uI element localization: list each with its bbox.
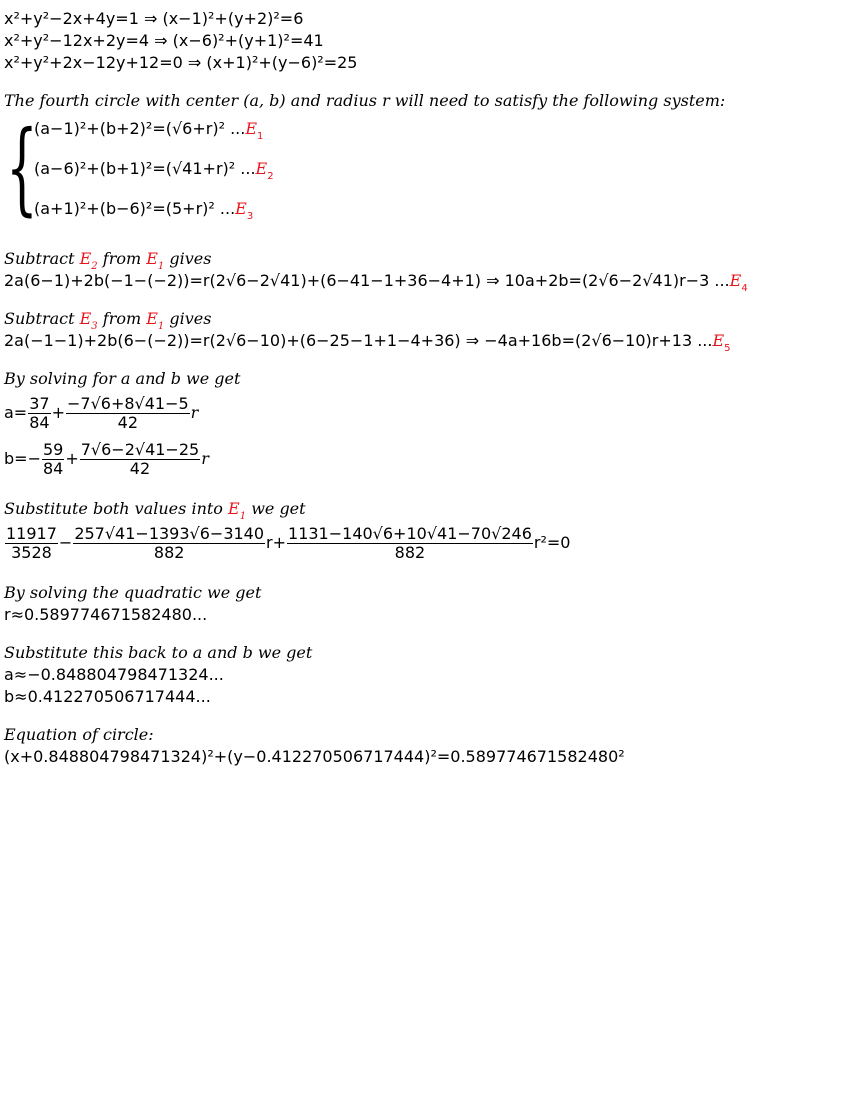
b-prefix: b=− — [4, 449, 41, 468]
system-equation: (a−6)²+(b+1)²=(√41+r)² — [34, 159, 236, 178]
denominator: 882 — [394, 543, 426, 562]
intro-text: The fourth circle with center (a, b) and radius r will need to satisfy the following system: — [4, 91, 726, 110]
operator: − — [58, 533, 73, 552]
document — [4, 8, 860, 768]
conversion-line-2 — [4, 30, 860, 52]
equation-label: E — [79, 249, 92, 268]
implies-arrow: ⇒ — [143, 9, 158, 28]
equation-label: E — [79, 309, 92, 328]
fraction — [66, 395, 190, 432]
equation-index: 3 — [246, 211, 254, 222]
implies-arrow: ⇒ — [154, 31, 168, 50]
a-expression — [4, 390, 860, 436]
fraction — [73, 525, 265, 562]
system-row-2 — [34, 158, 274, 180]
step-text: gives — [169, 309, 212, 328]
step-text: gives — [169, 249, 212, 268]
equation: 2a(6−1)+2b(−1−(−2))=r(2√6−2√41)+(6−41−1+36−4+1) ⇒ 10a+2b=(2√6−2√41)r−3 ... — [4, 271, 730, 290]
step1-equation — [4, 270, 860, 292]
dots: ... — [240, 159, 256, 178]
substitute-heading — [4, 498, 860, 520]
conversion-line-3 — [4, 52, 860, 74]
equation-index: 5 — [724, 343, 731, 354]
quadratic-equation — [4, 520, 860, 566]
step2-heading — [4, 308, 860, 330]
equation-index: 1 — [157, 261, 165, 272]
result: (x−6)²+(y+1)²=41 — [172, 31, 324, 50]
equation-label: E — [255, 159, 268, 178]
equation-index: 1 — [157, 321, 165, 332]
equation-index: 4 — [741, 283, 748, 294]
step-text: from — [102, 249, 142, 268]
step-text: we get — [251, 499, 306, 518]
variable: r — [201, 449, 209, 468]
fraction — [5, 525, 58, 562]
final-equation: (x+0.848804798471324)²+(y−0.412270506717444)²=0.589774671582480² — [4, 747, 625, 766]
equation: x²+y²−12x+2y=4 — [4, 31, 150, 50]
equation-label: E — [146, 309, 158, 328]
numerator: 7√6−2√41−25 — [80, 440, 200, 459]
equation: x²+y²+2x−12y+12=0 — [4, 53, 183, 72]
step1-heading — [4, 248, 860, 270]
quadratic-heading: By solving the quadratic we get — [4, 583, 262, 602]
denominator: 84 — [29, 413, 50, 432]
system-row-3 — [34, 198, 253, 220]
operator: r+ — [266, 533, 287, 552]
denominator: 42 — [117, 413, 138, 432]
equation-label: E — [245, 119, 258, 138]
operator: + — [51, 403, 65, 422]
equation-label: E — [146, 249, 158, 268]
numerator: 257√41−1393√6−3140 — [74, 524, 265, 543]
equation-index: 2 — [91, 261, 98, 272]
equation: 2a(−1−1)+2b(6−(−2))=r(2√6−10)+(6−25−1+1−4+36) ⇒ −4a+16b=(2√6−10)r+13 ... — [4, 331, 713, 350]
equation-tail: r²=0 — [533, 533, 571, 552]
equation-system — [4, 109, 860, 232]
fraction — [42, 441, 64, 478]
step-text: Subtract — [4, 309, 75, 328]
equation-label: E — [729, 271, 742, 290]
equation-label: E — [235, 199, 247, 218]
step-text: from — [102, 309, 142, 328]
equation-label: E — [228, 499, 240, 518]
equation-label: E — [712, 331, 725, 350]
left-brace-icon: { — [6, 109, 38, 226]
back-substitute-heading: Substitute this back to a and b we get — [4, 643, 313, 662]
denominator: 882 — [153, 543, 185, 562]
numerator: 11917 — [6, 524, 57, 543]
a-result: a≈−0.848804798471324... — [4, 665, 224, 684]
conversion-line-1 — [4, 8, 860, 30]
b-expression — [4, 436, 860, 482]
fraction — [28, 395, 50, 432]
result: (x+1)²+(y−6)²=25 — [206, 53, 358, 72]
equation-index: 3 — [91, 321, 98, 332]
denominator: 42 — [129, 459, 151, 478]
variable: r — [190, 403, 199, 422]
equation-index: 1 — [257, 131, 264, 142]
numerator: 1131−140√6+10√41−70√246 — [288, 524, 532, 543]
fraction — [80, 441, 200, 478]
step-text: Subtract — [4, 249, 75, 268]
denominator: 84 — [42, 459, 64, 478]
dots: ... — [219, 199, 236, 218]
r-result: r≈0.589774671582480... — [4, 605, 208, 624]
system-equation: (a+1)²+(b−6)²=(5+r)² — [34, 199, 215, 218]
final-heading: Equation of circle: — [4, 725, 154, 744]
step2-equation — [4, 330, 860, 352]
numerator: −7√6+8√41−5 — [66, 394, 189, 413]
system-equation: (a−1)²+(b+2)²=(√6+r)² — [34, 119, 225, 138]
a-prefix: a= — [4, 403, 28, 422]
system-row-1 — [34, 118, 263, 140]
operator: + — [65, 449, 79, 468]
equation-index: 1 — [239, 511, 247, 522]
fraction — [287, 525, 533, 562]
numerator: 59 — [42, 440, 64, 459]
dots: ... — [230, 119, 246, 138]
step-text: Substitute both values into — [4, 499, 223, 518]
denominator: 3528 — [11, 543, 52, 562]
equation: x²+y²−2x+4y=1 — [4, 9, 139, 28]
numerator: 37 — [29, 394, 50, 413]
result: (x−1)²+(y+2)²=6 — [162, 9, 304, 28]
equation-index: 2 — [267, 171, 274, 182]
implies-arrow: ⇒ — [187, 53, 202, 72]
solve-ab-heading: By solving for a and b we get — [4, 369, 241, 388]
b-result: b≈0.412270506717444... — [4, 687, 211, 706]
